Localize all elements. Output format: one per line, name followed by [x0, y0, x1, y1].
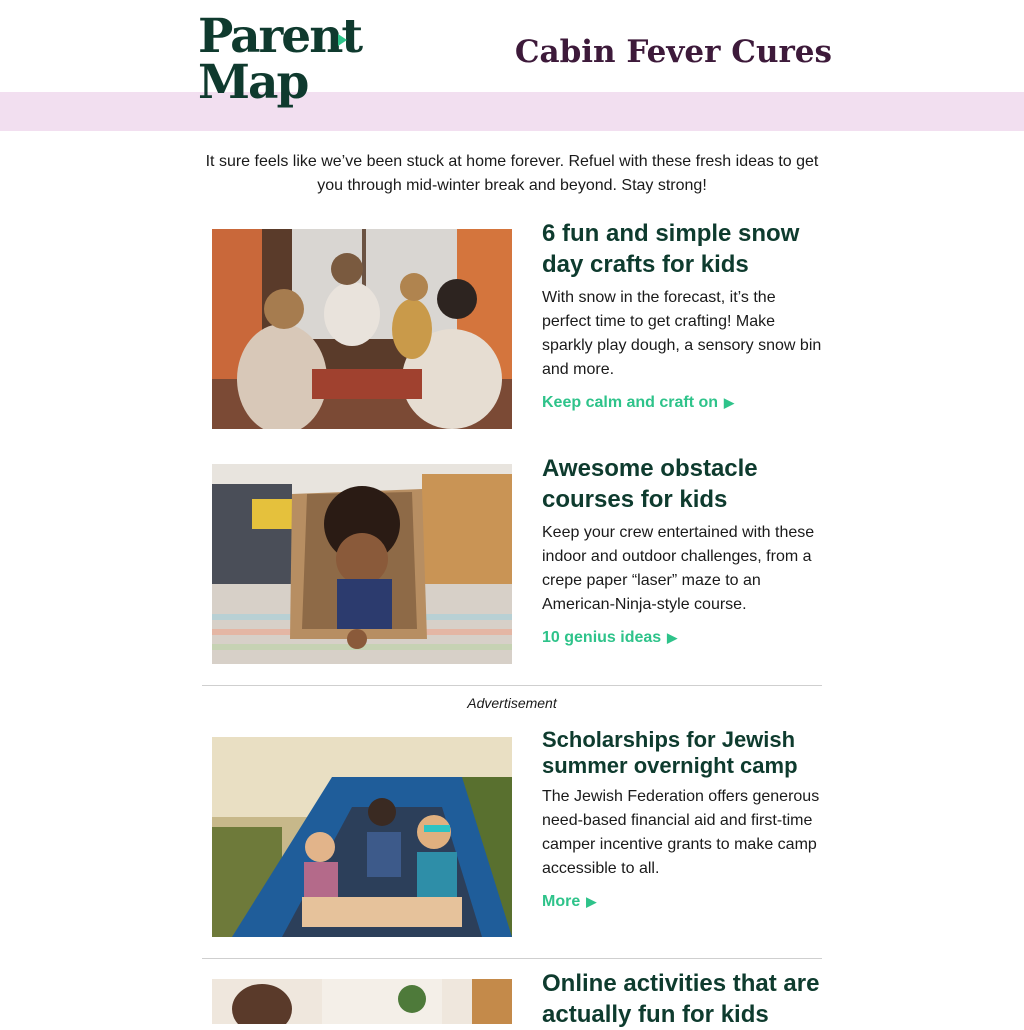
parentmap-logo[interactable] [198, 9, 362, 124]
cta-label: 10 genius ideas [542, 629, 662, 646]
story-title[interactable]: Scholarships for Jewish summer overnight camp [542, 727, 798, 778]
header-band [0, 92, 1024, 131]
story-text [542, 218, 824, 412]
story-image-family-window[interactable] [212, 229, 512, 429]
story-text [542, 453, 824, 647]
story-body: Keep your crew entertained with these indoor and outdoor challenges, from a crepe paper “laser” maze to an American-Ninja-style course. [542, 524, 815, 613]
story-cta-link[interactable] [542, 893, 596, 911]
header [0, 0, 1024, 110]
story-title[interactable]: Online activities that are actually fun for kids [542, 970, 820, 1028]
play-arrow-icon: ▶ [667, 630, 678, 645]
story-cta-link[interactable] [542, 629, 677, 647]
story-text [542, 727, 824, 911]
logo-play-icon [338, 34, 347, 46]
cta-label: Keep calm and craft on [542, 394, 719, 411]
story-body: The Jewish Federation offers generous need-based financial aid and first-time camper incentive grants to make camp accessible to all. [542, 788, 820, 877]
advertisement-label: Advertisement [467, 695, 557, 711]
story-image-kids-tent[interactable] [212, 737, 512, 937]
play-arrow-icon: ▶ [586, 894, 597, 909]
newsletter-title: Cabin Fever Cures [514, 34, 832, 70]
logo-word-map: Map [198, 55, 308, 110]
story-image-online-activities[interactable] [212, 979, 512, 1024]
story-cta-link[interactable] [542, 394, 734, 412]
divider [202, 685, 822, 686]
story-title[interactable]: Awesome obstacle courses for kids [542, 455, 758, 513]
logo-word-parent: Parent [198, 9, 362, 64]
divider [202, 958, 822, 959]
story-title[interactable]: 6 fun and simple snow day crafts for kids [542, 220, 800, 278]
story-image-child-box[interactable] [212, 464, 512, 664]
story-body: With snow in the forecast, it’s the perfect time to get crafting! Make sparkly play dough, a sensory snow bin and more. [542, 289, 822, 378]
story-text [542, 968, 824, 1030]
cta-label: More [542, 893, 581, 910]
intro-text: It sure feels like we’ve been stuck at home forever. Refuel with these fresh ideas to get you through mid-winter break and beyond. Stay strong! [205, 153, 819, 194]
play-arrow-icon: ▶ [724, 395, 735, 410]
